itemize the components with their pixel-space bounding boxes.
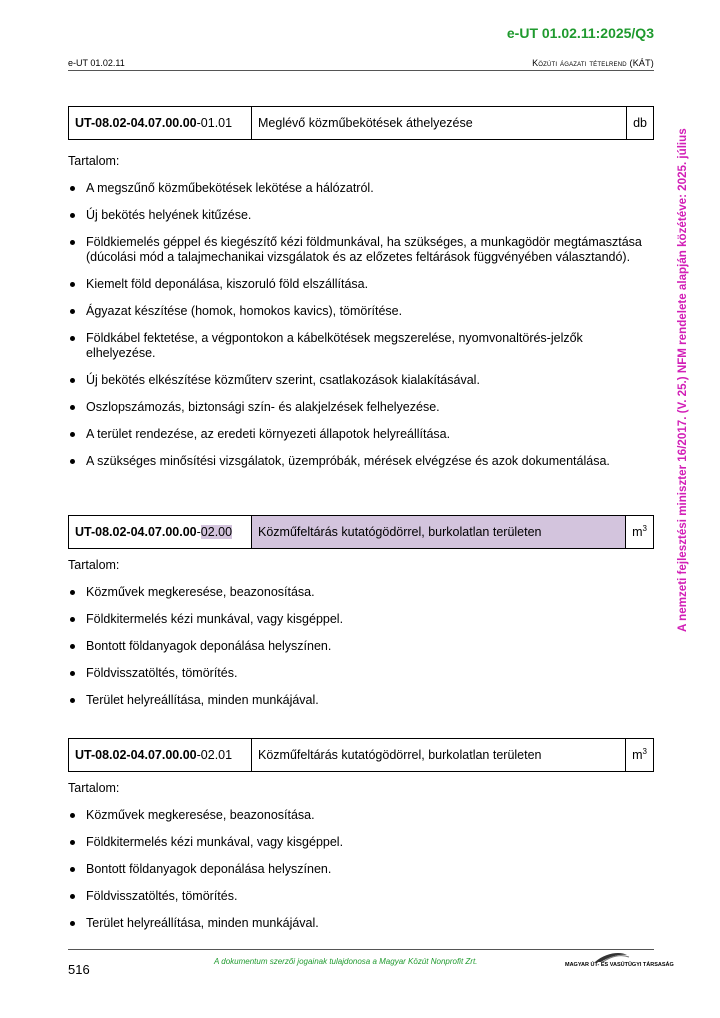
list-item: A megszűnő közműbekötések lekötése a hálózatról. [68, 181, 654, 196]
content-list-3 [68, 808, 654, 943]
header-left-code: e-UT 01.02.11 [68, 58, 125, 68]
header-rule [68, 70, 654, 71]
list-item: Földkiemelés géppel és kiegészítő kézi földmunkával, ha szükséges, a munkagödör megtámasztása (dúcolási mód a talajmechanikai vizsgálatok és az előzetes feltárások függvényében választandó). [68, 235, 654, 265]
item-code: UT-08.02-04.07.00.00-01.01 [69, 107, 252, 140]
list-item: Földkitermelés kézi munkával, vagy kisgéppel. [68, 612, 654, 627]
list-item: Földkitermelés kézi munkával, vagy kisgéppel. [68, 835, 654, 850]
copyright-note: A dokumentum szerzői jogainak tulajdonosa a Magyar Közút Nonprofit Zrt. [214, 957, 478, 966]
list-item: Terület helyreállítása, minden munkájával. [68, 916, 654, 931]
item-code: UT-08.02-04.07.00.00-02.00 [69, 516, 252, 549]
item-header-table-2 [68, 515, 654, 549]
item-title: Meglévő közműbekötések áthelyezése [252, 107, 627, 140]
list-item: A terület rendezése, az eredeti környezeti állapotok helyreállítása. [68, 427, 654, 442]
content-label: Tartalom: [68, 558, 120, 572]
content-label: Tartalom: [68, 781, 120, 795]
logo-text: MAGYAR ÚT- ÉS VASÚTÜGYI TÁRSASÁG [565, 962, 674, 968]
item-title: Közműfeltárás kutatógödörrel, burkolatlan területen [252, 739, 626, 772]
list-item: Terület helyreállítása, minden munkájával. [68, 693, 654, 708]
page-number: 516 [68, 962, 90, 977]
item-unit: $m^3$ [626, 739, 654, 772]
item-title: Közműfeltárás kutatógödörrel, burkolatlan területen [252, 516, 626, 549]
document-code: e-UT 01.02.11:2025/Q3 [506, 25, 654, 41]
list-item: Közművek megkeresése, beazonosítása. [68, 808, 654, 823]
list-item: Bontott földanyagok deponálása helyszínen. [68, 862, 654, 877]
list-item: Földvisszatöltés, tömörítés. [68, 889, 654, 904]
list-item: Oszlopszámozás, biztonsági szín- és alakjelzések felhelyezése. [68, 400, 654, 415]
list-item: Új bekötés elkészítése közműterv szerint, csatlakozások kialakításával. [68, 373, 654, 388]
list-item: Ágyazat készítése (homok, homokos kavics), tömörítése. [68, 304, 654, 319]
item-header-table-1 [68, 106, 654, 140]
item-code: UT-08.02-04.07.00.00-02.01 [69, 739, 252, 772]
list-item: Kiemelt föld deponálása, kiszoruló föld elszállítása. [68, 277, 654, 292]
list-item: A szükséges minősítési vizsgálatok, üzempróbák, mérések elvégzése és azok dokumentálása. [68, 454, 654, 469]
list-item: Földvisszatöltés, tömörítés. [68, 666, 654, 681]
content-list-2 [68, 585, 654, 720]
item-header-table-3 [68, 738, 654, 772]
side-publication-note: A nemzeti fejlesztési miniszter 16/2017. (V. 25.) NFM rendelete alapján közétéve: 2025. július [676, 128, 689, 632]
header-right-title: Közúti ágazati tételrend (KÁT) [532, 58, 654, 68]
item-unit: db [627, 107, 654, 140]
list-item: Közművek megkeresése, beazonosítása. [68, 585, 654, 600]
list-item: Bontott földanyagok deponálása helyszínen. [68, 639, 654, 654]
list-item: Új bekötés helyének kitűzése. [68, 208, 654, 223]
list-item: Földkábel fektetése, a végpontokon a kábelkötések megszerelése, nyomvonaltörés-jelzők elhelyezése. [68, 331, 654, 361]
content-list-1 [68, 181, 654, 481]
content-label: Tartalom: [68, 154, 120, 168]
society-logo [565, 950, 674, 972]
item-unit: $m^3$ [626, 516, 654, 549]
